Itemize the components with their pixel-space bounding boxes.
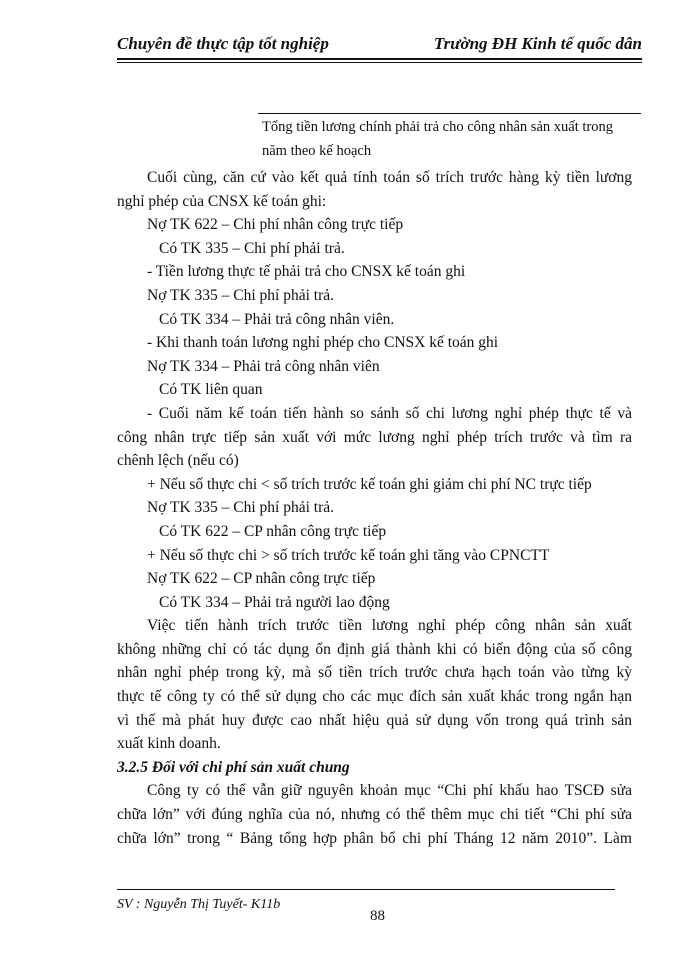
text-line: Nợ TK 335 – Chi phí phải trả. — [147, 499, 335, 517]
header-rule-thin — [117, 62, 642, 63]
student-name: SV : Nguyễn Thị Tuyết- K11b — [117, 897, 281, 912]
text-line: chênh lệch (nếu có) — [117, 452, 239, 470]
text-line: nhân nghỉ phép trong kỳ, mà số tiền trích trước chưa hạch toán vào từng kỳ — [117, 664, 632, 682]
text-line: Có TK liên quan — [159, 381, 263, 399]
text-line: chữa lớn” trong “ Bảng tổng hợp phân bổ chi phí Tháng 12 năm 2010”. Làm — [117, 829, 632, 847]
page-header — [117, 34, 642, 56]
header-right-title: Trường ĐH Kinh tế quốc dân — [433, 34, 642, 53]
section-heading: 3.2.5 Đối với chi phí sản xuất chung — [117, 758, 350, 776]
text-line: Có TK 622 – CP nhân công trực tiếp — [159, 522, 387, 540]
text-line: xuất kinh doanh. — [117, 735, 221, 753]
formula-line-1: Tổng tiền lương chính phải trả cho công nhân sản xuất trong — [262, 119, 613, 135]
text-line: công nhân trực tiếp sản xuất với mức lương nghỉ phép trích trước và tìm ra — [117, 428, 632, 446]
text-line: - Tiền lương thực tế phải trả cho CNSX kế toán ghi — [147, 263, 466, 281]
text-line: - Cuối năm kế toán tiến hành so sánh số chi lương nghỉ phép thực tế và — [147, 404, 632, 422]
text-line: + Nếu số thực chi < số trích trước kế toán ghi giảm chi phí NC trực tiếp — [147, 475, 592, 493]
text-line: vì thế mà phát huy được cao nhất hiệu quả sử dụng vốn trong quá trình sản — [117, 711, 632, 729]
text-line: Công ty có thể vẫn giữ nguyên khoản mục “Chi phí khấu hao TSCĐ sửa — [147, 782, 632, 800]
body-text — [117, 166, 632, 850]
text-line: Nợ TK 334 – Phải trả công nhân viên — [147, 357, 380, 375]
text-line: nghỉ phép của CNSX kế toán ghi: — [117, 192, 327, 210]
header-left-title: Chuyên đề thực tập tốt nghiệp — [117, 34, 329, 53]
text-line: - Khi thanh toán lương nghỉ phép cho CNSX kế toán ghi — [147, 334, 499, 352]
text-line: + Nếu số thực chi > số trích trước kế toán ghi tăng vào CPNCTT — [147, 546, 550, 564]
text-line: Nợ TK 622 – CP nhân công trực tiếp — [147, 570, 376, 588]
footer-rule — [117, 889, 615, 890]
text-line: chữa lớn” với đúng nghĩa của nó, nhưng có thể thêm mục chi tiết “Chi phí sửa — [117, 806, 632, 824]
text-line: Có TK 334 – Phải trả công nhân viên. — [159, 310, 395, 328]
text-line: Nợ TK 622 – Chi phí nhân công trực tiếp — [147, 216, 404, 234]
text-line: Có TK 335 – Chi phí phải trả. — [159, 239, 345, 257]
fraction-line — [258, 113, 641, 114]
text-line: thực tế công ty có thể sử dụng cho các mục đích sản xuất khác trong ngắn hạn — [117, 688, 632, 706]
text-line: không những chỉ có tác dụng ổn định giá thành khi có biến động của số công — [117, 640, 632, 658]
formula-denominator — [262, 115, 642, 163]
header-rule — [117, 58, 642, 60]
text-line: Cuối cùng, căn cứ vào kết quả tính toán số trích trước hàng kỳ tiền lương — [147, 169, 632, 186]
formula-line-2: năm theo kế hoạch — [262, 143, 372, 159]
text-line: Việc tiến hành trích trước tiền lương nghỉ phép công nhân sản xuất — [147, 617, 632, 635]
text-line: Nợ TK 335 – Chi phí phải trả. — [147, 286, 335, 304]
page-number: 88 — [370, 908, 385, 924]
text-line: Có TK 334 – Phải trả người lao động — [159, 593, 390, 611]
